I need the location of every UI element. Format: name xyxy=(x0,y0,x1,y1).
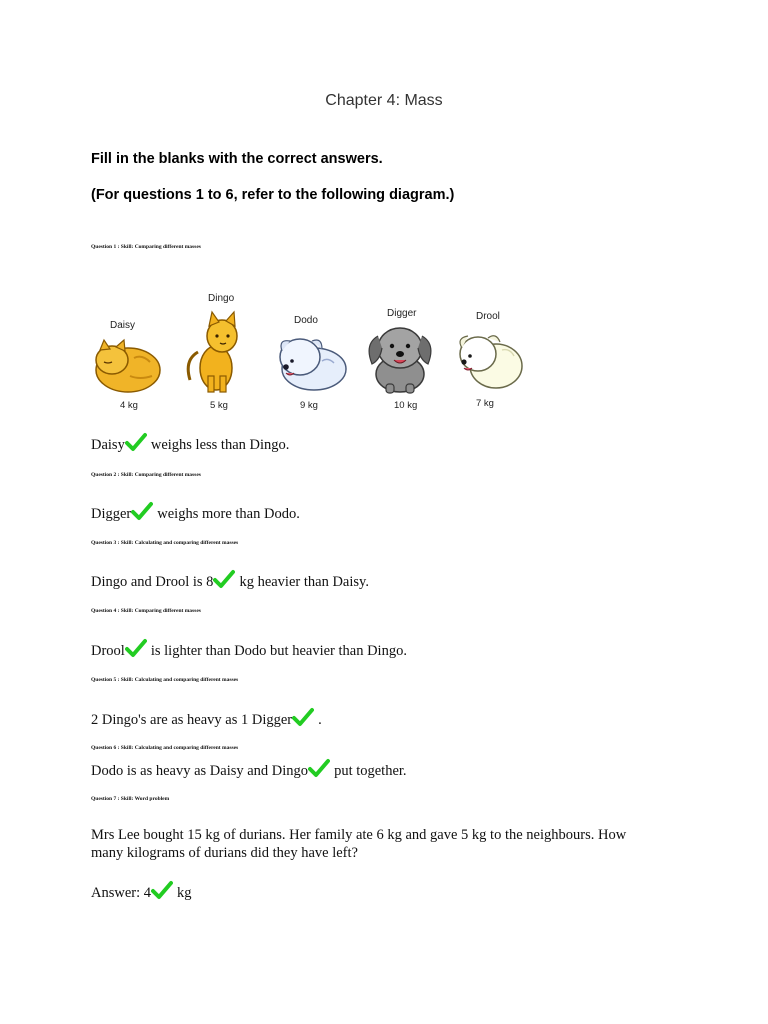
answer-text-after: put together. xyxy=(334,763,407,779)
daisy-cat-illustration xyxy=(90,336,162,394)
answer-text-before: Drool xyxy=(91,643,125,659)
dodo-dog-illustration xyxy=(272,331,350,393)
animal-weight-drool: 7 kg xyxy=(476,398,494,409)
answer-text-after: weighs more than Dodo. xyxy=(157,506,300,522)
answer-text-before: Answer: 4 xyxy=(91,885,152,901)
check-icon xyxy=(308,758,330,778)
check-icon xyxy=(213,569,235,589)
question-1-label: Question 1 : Skill: Comparing different masses xyxy=(91,244,201,250)
question-7-text: Mrs Lee bought 15 kg of durians. Her family ate 6 kg and gave 5 kg to the neighbours. How many kilograms of durians did they have left? xyxy=(91,827,627,861)
dingo-cat-illustration xyxy=(184,310,246,394)
question-7-answer xyxy=(91,880,192,902)
answer-text-before: Digger xyxy=(91,506,132,522)
check-icon xyxy=(125,432,147,452)
answer-text-before: Dodo is as heavy as Daisy and Dingo xyxy=(91,763,309,779)
animal-weight-dodo: 9 kg xyxy=(300,400,318,411)
question-2-label: Question 2 : Skill: Comparing different masses xyxy=(91,472,201,478)
page-title: Chapter 4: Mass xyxy=(325,92,443,109)
question-6-label: Question 6 : Skill: Calculating and comparing different masses xyxy=(91,745,239,751)
question-5-label: Question 5 : Skill: Calculating and comparing different masses xyxy=(91,677,239,683)
digger-dog-illustration xyxy=(360,322,436,394)
answer-text-after: kg xyxy=(177,885,192,901)
answer-text-before: Dingo and Drool is 8 xyxy=(91,574,214,590)
check-icon xyxy=(151,880,173,900)
animal-name-drool: Drool xyxy=(476,311,500,322)
answer-text-before: 2 Dingo's are as heavy as 1 Digger xyxy=(91,712,293,728)
question-3-label: Question 3 : Skill: Calculating and comparing different masses xyxy=(91,540,239,546)
question-7-label: Question 7 : Skill: Word problem xyxy=(91,796,170,802)
animal-name-dingo: Dingo xyxy=(208,293,235,304)
question-1-answer xyxy=(91,432,289,454)
question-4-label: Question 4 : Skill: Comparing different masses xyxy=(91,608,201,614)
animal-name-dodo: Dodo xyxy=(294,315,318,326)
answer-text-after: weighs less than Dingo. xyxy=(150,437,290,453)
answer-text-after: . xyxy=(318,712,322,728)
question-6-answer xyxy=(91,758,407,780)
check-icon xyxy=(292,707,314,727)
instruction-refer-diagram: (For questions 1 to 6, refer to the following diagram.) xyxy=(91,187,455,203)
question-5-answer xyxy=(91,707,322,729)
check-icon xyxy=(131,501,153,521)
animal-weight-digger: 10 kg xyxy=(394,400,418,411)
drool-dog-illustration xyxy=(452,326,526,392)
instruction-fill-blanks: Fill in the blanks with the correct answers. xyxy=(91,151,383,167)
answer-text-before: Daisy xyxy=(91,437,125,453)
check-icon xyxy=(125,638,147,658)
question-4-answer xyxy=(91,638,407,660)
question-3-answer xyxy=(91,569,369,591)
animal-name-daisy: Daisy xyxy=(110,320,136,331)
question-2-answer xyxy=(91,501,300,523)
animal-weight-dingo: 5 kg xyxy=(210,400,228,411)
animal-name-digger: Digger xyxy=(387,308,417,319)
answer-text-after: kg heavier than Daisy. xyxy=(239,574,369,590)
animal-weight-daisy: 4 kg xyxy=(120,400,138,411)
answer-text-after: is lighter than Dodo but heavier than Dingo. xyxy=(150,643,407,659)
